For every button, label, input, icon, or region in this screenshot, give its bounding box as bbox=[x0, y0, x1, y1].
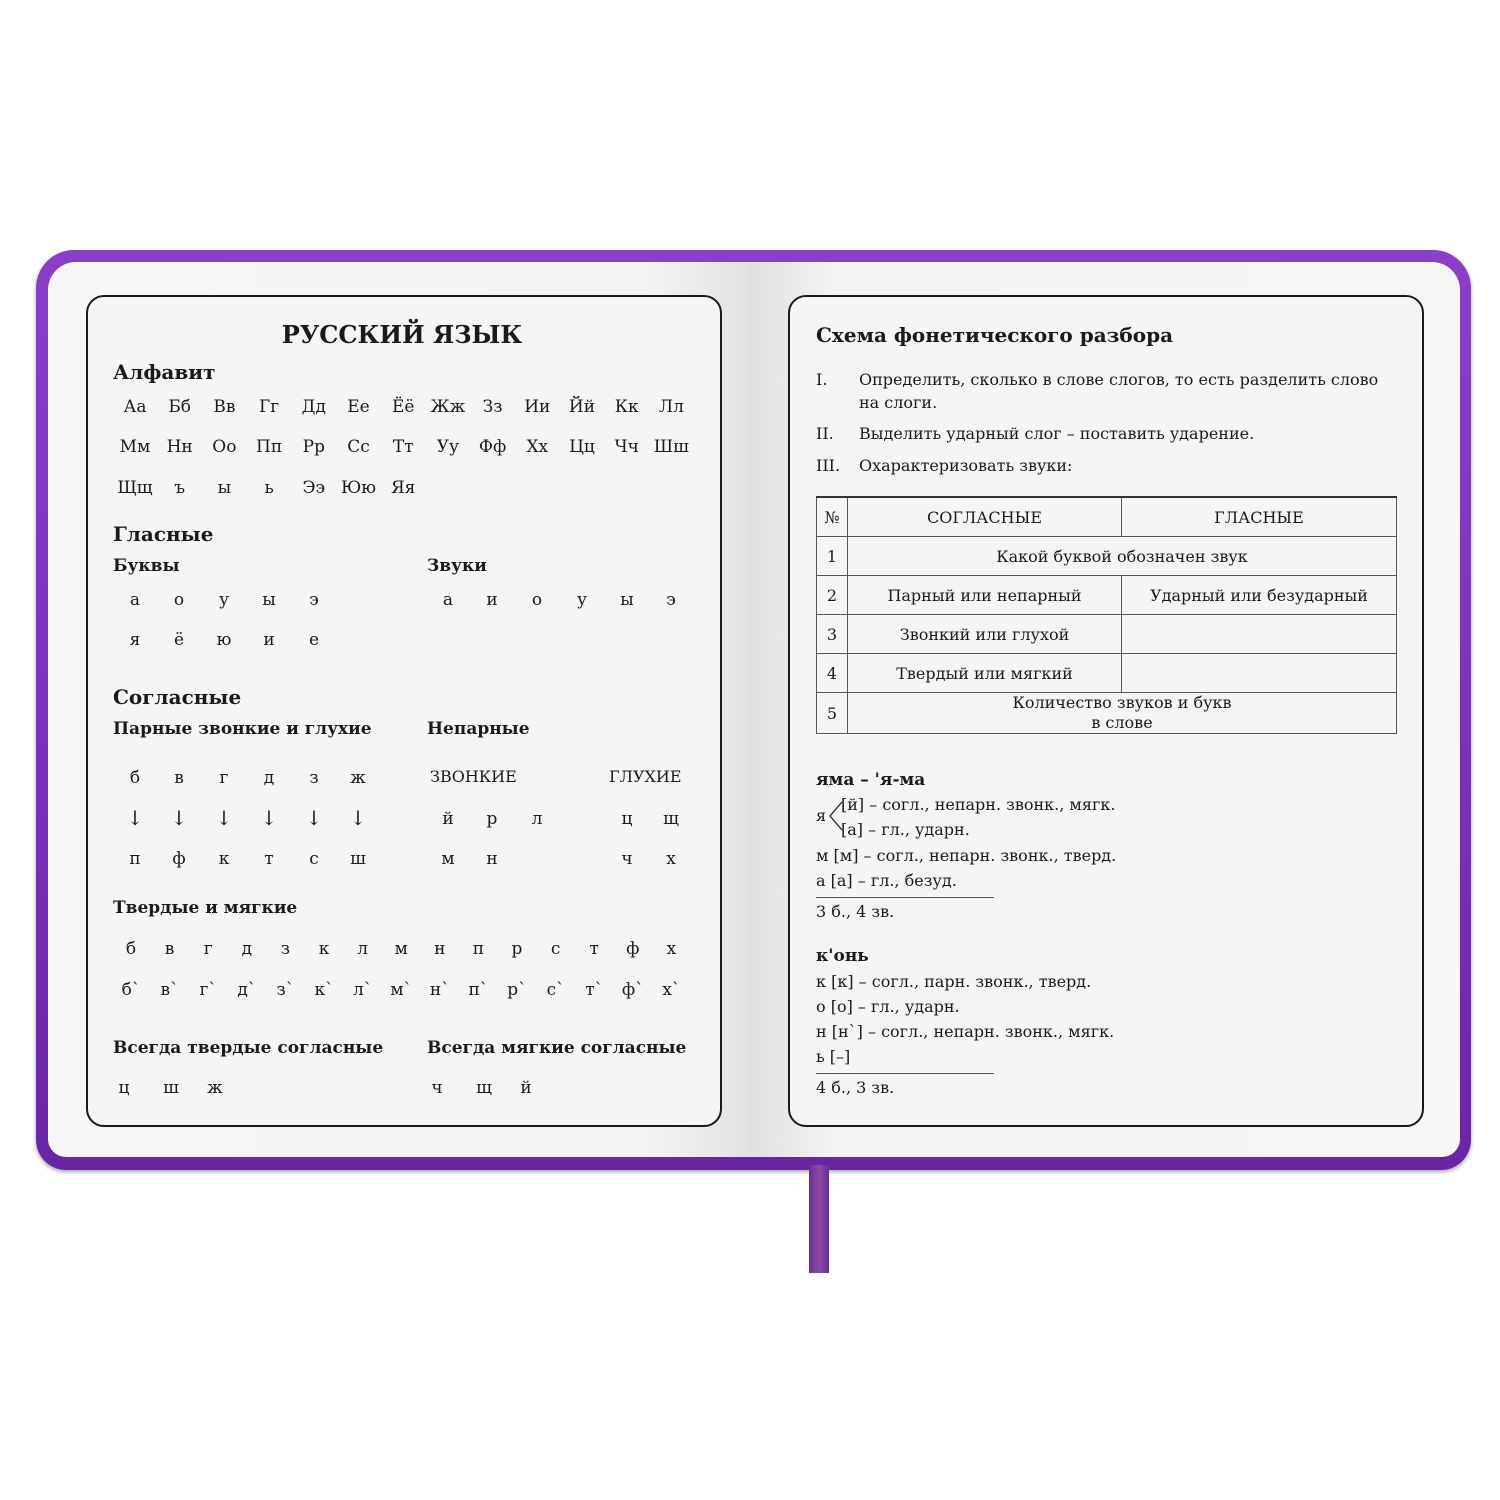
soft-consonant: р` bbox=[507, 980, 527, 1000]
voiced-label: ЗВОНКИЕ bbox=[430, 767, 517, 786]
table-row bbox=[817, 537, 1397, 576]
always-soft-letter: щ bbox=[476, 1078, 492, 1098]
alphabet-letter: Пп bbox=[256, 437, 283, 457]
alphabet-letter: Мм bbox=[119, 437, 151, 457]
row-num: 4 bbox=[817, 654, 848, 693]
alphabet-letter: Чч bbox=[614, 437, 639, 457]
table-row bbox=[817, 615, 1397, 654]
example1-divider bbox=[816, 897, 994, 898]
alphabet-letter: Ии bbox=[524, 397, 551, 417]
vowel-sound: э bbox=[666, 590, 676, 610]
soft-consonant: н` bbox=[429, 980, 450, 1000]
row-cell bbox=[848, 693, 1397, 734]
example2-line: н [н`] – согл., непарн. звонк., мягк. bbox=[816, 1022, 1115, 1041]
hard-consonant: в bbox=[164, 939, 175, 959]
vowel-letter: о bbox=[173, 590, 185, 610]
alphabet-letter: Йй bbox=[568, 397, 596, 417]
step-1-text: Определить, сколько в слове слогов, то есть разделить слово bbox=[859, 370, 1379, 389]
alphabet-letter: Рр bbox=[302, 437, 325, 457]
row-num: 3 bbox=[817, 615, 848, 654]
vowel-letter: у bbox=[218, 590, 229, 610]
paired-voiceless-letter: т bbox=[264, 849, 274, 869]
alphabet-letter: Аа bbox=[123, 397, 147, 417]
down-arrow-icon: ↓ bbox=[260, 806, 278, 830]
phonetic-table bbox=[816, 496, 1397, 734]
alphabet-letter: Зз bbox=[482, 397, 503, 417]
unpaired-voiced-letter: н bbox=[486, 849, 498, 869]
unpaired-voiced-letter: р bbox=[486, 809, 498, 829]
row-cell-line2: в слове bbox=[1091, 713, 1153, 732]
unpaired-voiceless-letter: щ bbox=[663, 809, 679, 829]
unpaired-voiced-letter: й bbox=[442, 809, 454, 829]
vowel-letters-label: Буквы bbox=[113, 556, 180, 576]
vowel-sounds-label: Звуки bbox=[427, 556, 487, 576]
vowel-sound: и bbox=[486, 590, 498, 610]
always-soft-letter: й bbox=[520, 1078, 532, 1098]
table-row bbox=[817, 693, 1397, 734]
soft-consonant: п` bbox=[468, 980, 489, 1000]
alphabet-letter: Бб bbox=[168, 397, 192, 417]
left-content-frame bbox=[86, 295, 722, 1127]
hard-consonant: м bbox=[394, 939, 408, 959]
soft-consonant: т` bbox=[585, 980, 604, 1000]
row-num: 2 bbox=[817, 576, 848, 615]
soft-consonant: к` bbox=[314, 980, 334, 1000]
vowel-letter: ю bbox=[216, 630, 232, 650]
alphabet-letter: Юю bbox=[340, 478, 377, 498]
paired-voiceless-letter: п bbox=[129, 849, 141, 869]
vowel-letter: и bbox=[263, 630, 275, 650]
soft-consonant: м` bbox=[390, 980, 413, 1000]
hard-consonant: д bbox=[241, 939, 253, 959]
paired-voiced-letter: в bbox=[174, 768, 184, 788]
hard-consonant: з bbox=[280, 939, 291, 959]
row-cell: Какой буквой обозначен звук bbox=[848, 537, 1397, 576]
unpaired-voiced-letter: л bbox=[531, 809, 543, 829]
paired-label: Парные звонкие и глухие bbox=[113, 719, 372, 739]
consonants-heading: Согласные bbox=[113, 685, 242, 709]
down-arrow-icon: ↓ bbox=[215, 806, 233, 830]
alphabet-letter: ъ bbox=[174, 478, 186, 498]
row-cell: Ударный или безударный bbox=[1122, 576, 1397, 615]
row-cell: Парный или непарный bbox=[848, 576, 1122, 615]
alphabet-letter: Нн bbox=[166, 437, 193, 457]
example2-total: 4 б., 3 зв. bbox=[816, 1078, 895, 1097]
paired-voiceless-letter: ш bbox=[350, 849, 366, 869]
example1-total: 3 б., 4 зв. bbox=[816, 902, 895, 921]
alphabet-letter: Сс bbox=[347, 437, 370, 457]
vowel-sound: о bbox=[531, 590, 543, 610]
down-arrow-icon: ↓ bbox=[170, 806, 188, 830]
vowel-sound: а bbox=[442, 590, 454, 610]
step-3-text: Охарактеризовать звуки: bbox=[859, 456, 1073, 475]
example1-line: [а] – гл., ударн. bbox=[841, 820, 970, 839]
alphabet-letter: Вв bbox=[213, 397, 236, 417]
alphabet-letter: Гг bbox=[259, 397, 280, 417]
unpaired-voiceless-letter: х bbox=[666, 849, 676, 869]
alphabet-letter: Тт bbox=[392, 437, 414, 457]
header-consonants: СОГЛАСНЫЕ bbox=[848, 497, 1122, 537]
always-hard-letter: ж bbox=[207, 1078, 223, 1098]
always-hard-letter: ц bbox=[118, 1078, 130, 1098]
vowel-letter: ы bbox=[262, 590, 276, 610]
bookmark-ribbon bbox=[809, 1165, 829, 1273]
alphabet-letter: ь bbox=[264, 478, 274, 498]
paired-voiced-letter: з bbox=[309, 768, 319, 788]
unpaired-voiceless-letter: ц bbox=[621, 809, 633, 829]
row-cell: Звонкий или глухой bbox=[848, 615, 1122, 654]
alphabet-letter: ы bbox=[217, 478, 232, 498]
example1-ya: я bbox=[816, 806, 827, 825]
soft-consonant: б` bbox=[121, 980, 141, 1000]
alphabet-letter: Щщ bbox=[117, 478, 153, 498]
example1-line: а [а] – гл., безуд. bbox=[816, 871, 957, 890]
soft-consonant: д` bbox=[237, 980, 257, 1000]
hard-consonant: к bbox=[318, 939, 330, 959]
soft-consonant: х` bbox=[662, 980, 681, 1000]
hard-consonant: х bbox=[666, 939, 677, 959]
hard-consonant: т bbox=[589, 939, 599, 959]
vowel-sound: у bbox=[576, 590, 587, 610]
step-3-num: III. bbox=[816, 456, 841, 475]
down-arrow-icon: ↓ bbox=[305, 806, 323, 830]
row-num: 5 bbox=[817, 693, 848, 734]
vowel-letter: э bbox=[309, 590, 319, 610]
hard-consonant: л bbox=[357, 939, 368, 959]
soft-consonant: з` bbox=[276, 980, 295, 1000]
vowel-letter: а bbox=[129, 590, 141, 610]
soft-consonant: в` bbox=[160, 980, 179, 1000]
step-2-num: II. bbox=[816, 424, 834, 443]
paired-voiceless-letter: к bbox=[218, 849, 230, 869]
table-row bbox=[817, 654, 1397, 693]
alphabet-letter: Кк bbox=[614, 397, 639, 417]
unpaired-voiced-letter: м bbox=[441, 849, 455, 869]
scheme-title: Схема фонетического разбора bbox=[816, 323, 1174, 347]
paired-voiceless-letter: ф bbox=[172, 849, 186, 869]
alphabet-letter: Ээ bbox=[302, 478, 326, 498]
row-cell: Твердый или мягкий bbox=[848, 654, 1122, 693]
vowel-sound: ы bbox=[620, 590, 634, 610]
vowels-heading: Гласные bbox=[113, 522, 214, 546]
always-hard-heading: Всегда твердые согласные bbox=[113, 1038, 384, 1058]
unpaired-voiceless-letter: ч bbox=[621, 849, 633, 869]
example1-word: яма – 'я-ма bbox=[816, 770, 926, 790]
example2-word: к'онь bbox=[816, 946, 869, 966]
down-arrow-icon: ↓ bbox=[349, 806, 367, 830]
row-cell-line1: Количество звуков и букв bbox=[1012, 693, 1232, 712]
voiceless-label: ГЛУХИЕ bbox=[609, 767, 682, 786]
alphabet-letter: Дд bbox=[301, 397, 326, 417]
soft-consonant: ф` bbox=[621, 980, 644, 1000]
hard-consonant: р bbox=[511, 939, 523, 959]
example2-line: к [к] – согл., парн. звонк., тверд. bbox=[816, 972, 1092, 991]
alphabet-letter: Ёё bbox=[391, 397, 415, 417]
paired-voiced-letter: д bbox=[263, 768, 275, 788]
hard-consonant: п bbox=[472, 939, 485, 959]
row-cell bbox=[1122, 654, 1397, 693]
hard-consonant: ф bbox=[626, 939, 640, 959]
row-num: 1 bbox=[817, 537, 848, 576]
down-arrow-icon: ↓ bbox=[126, 806, 144, 830]
alphabet-letter: Шш bbox=[653, 437, 689, 457]
soft-consonant: г` bbox=[199, 980, 217, 1000]
alphabet-letter: Уу bbox=[436, 437, 460, 457]
vowel-letter: ё bbox=[173, 630, 185, 650]
example1-line: м [м] – согл., непарн. звонк., тверд. bbox=[816, 846, 1117, 865]
table-row bbox=[817, 576, 1397, 615]
alphabet-letter: Ее bbox=[347, 397, 370, 417]
header-vowels: ГЛАСНЫЕ bbox=[1122, 497, 1397, 537]
alphabet-letter: Оо bbox=[212, 437, 237, 457]
step-2-text: Выделить ударный слог – поставить ударение. bbox=[859, 424, 1255, 443]
always-soft-heading: Всегда мягкие согласные bbox=[427, 1038, 687, 1058]
always-soft-letter: ч bbox=[431, 1078, 443, 1098]
soft-consonant: л` bbox=[352, 980, 373, 1000]
alphabet-letter: Лл bbox=[658, 397, 684, 417]
example2-divider bbox=[816, 1073, 994, 1074]
alphabet-heading: Алфавит bbox=[113, 360, 216, 384]
hard-consonant: б bbox=[125, 939, 137, 959]
soft-consonant: с` bbox=[546, 980, 565, 1000]
alphabet-letter: Хх bbox=[526, 437, 549, 457]
paired-voiced-letter: б bbox=[129, 768, 141, 788]
page-title: РУССКИЙ ЯЗЫК bbox=[281, 320, 523, 349]
row-cell bbox=[1122, 615, 1397, 654]
alphabet-letter: Яя bbox=[390, 478, 416, 498]
paired-voiceless-letter: с bbox=[309, 849, 319, 869]
hard-soft-heading: Твердые и мягкие bbox=[113, 898, 298, 918]
step-1-text-cont: на слоги. bbox=[859, 393, 938, 412]
alphabet-letter: Фф bbox=[478, 437, 507, 457]
always-hard-letter: ш bbox=[163, 1078, 179, 1098]
step-1-num: I. bbox=[816, 370, 828, 389]
hard-consonant: г bbox=[203, 939, 213, 959]
alphabet-letter: Цц bbox=[569, 437, 595, 457]
example2-line: ь [–] bbox=[816, 1047, 851, 1066]
unpaired-label: Непарные bbox=[427, 719, 530, 739]
alphabet-letter: Жж bbox=[430, 397, 466, 417]
table-header-row bbox=[817, 497, 1397, 537]
hard-consonant: с bbox=[550, 939, 561, 959]
paired-voiced-letter: ж bbox=[350, 768, 366, 788]
header-num: № bbox=[817, 497, 848, 537]
vowel-letter: е bbox=[308, 630, 320, 650]
hard-consonant: н bbox=[434, 939, 446, 959]
example1-line: [й] – согл., непарн. звонк., мягк. bbox=[841, 795, 1116, 814]
example2-line: о [о] – гл., ударн. bbox=[816, 997, 960, 1016]
vowel-letter: я bbox=[129, 630, 141, 650]
paired-voiced-letter: г bbox=[219, 768, 229, 788]
